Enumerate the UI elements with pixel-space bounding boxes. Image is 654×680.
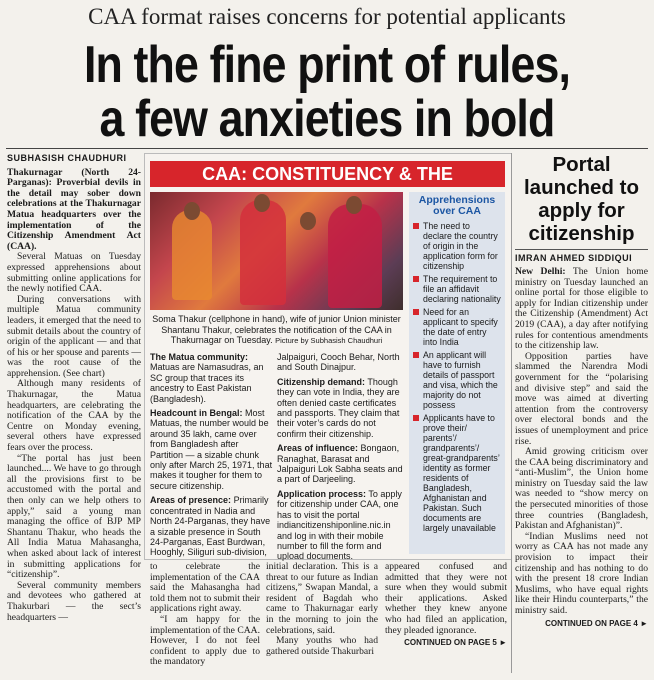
lead-paragraph: Thakurnagar (North 24-Parganas): Proverbial devils in the detail may sober down celebrations at the Thakurnagar Matua headquarters over the implementation of the Citizenship Amendment Act (CAA). [7,166,141,252]
paragraph: Although many residents of Thakurnagar, the Matua headquarters, are celebrating the notification of the CAA by the Centre on Monday evening, several others have expressed fears over the process. [7,378,141,454]
paragraph: to celebrate the implementation of the CAA said the Mahasangha had told them not to submit their applications right away. [150,561,260,615]
apprehension-item: Applicants have to prove their/ parents’/ grandparents’/ great-grandparents’ identity as former residents of Bangladesh, Afghanistan and Pakistan. Such documents are largely unavailable [413,413,501,533]
column-divider [511,153,512,673]
paragraph: “Indian Muslims need not worry as CAA has not made any provision to impact their citizenship and has nothing to do with the present 18 crore Indian Muslims, who have equal rights like their Hindu counterparts,” the ministry said. [515,530,648,616]
fact-text: Bongaon, Ranaghat, Barasat and Jalpaiguri Lok Sabha seats and a part of Darjeeling. [277,443,403,485]
paragraph: Opposition parties have slammed the Narendra Modi government for the “polarising and divisive step” and said the move was aimed at diverting attention from the controversy over electoral bonds and the issues of unemployment and price rise. [515,350,648,447]
portal-body [515,267,648,617]
caption-text: Soma Thakur (cellphone in hand), wife of junior Union minister Shantanu Thakur, celebrates the notification of the CAA in Thakurnagar on Tuesday. [152,314,401,345]
paragraph: Many youths who had gathered outside Thakurbari [266,635,378,657]
paragraph: The Union home ministry on Tuesday launched an online portal for those eligible to apply for Indian citizenship under the Citizenship (Amendment) Act 2019 (CAA), a day after notifying rules for contentious amendments to the citizenship law. [515,266,648,352]
top-divider [6,148,648,149]
paragraph: During conversations with multiple Matua community leaders, it emerged that the need to submit details about the country of origin of the applicant — and that of his or her spouse and parents — was the root cause of the apprehension. (See chart) [7,293,141,379]
portal-byline: IMRAN AHMED SIDDIQUI [515,249,648,263]
main-story-column-2 [150,562,260,668]
box-facts-column-1 [150,352,273,562]
continued-on-page-4: CONTINUED ON PAGE 4 ► [545,618,648,628]
paragraph: initial declaration. This is a threat to our future as Indian citizens,” Swapan Mandal, a resident of Bagdah who came to Thakurnagar early in the morning to join the celebrations, said. [266,561,378,636]
box-title: CAA: CONSTITUENCY & THE [150,161,505,187]
fact-heading: Citizenship demand: [277,376,366,387]
fact-text: Though they can vote in India, they are often denied caste certificates and passports. They claim that their voter’s cards do not confirm their citizenship. [277,376,400,439]
paragraph: “I am happy for the implementation of the CAA. However, I do not feel confident to apply due to the mandatory [150,613,260,668]
main-headline [46,38,608,146]
photo-credit: Picture by Subhasish Chaudhuri [275,336,383,345]
paragraph: “The portal has just been launched.... We have to go through all the provisions first to be accustomed with the portal and then only can we help others to apply,” said a young man managing the office of BJP MP Shantanu Thakur, who heads the All India Matua Mahasangha, when asked about lack of interest in submitting applications for “citizenship”. [7,452,141,581]
main-story-column-1 [7,153,141,623]
headline-line-1: In the fine print of rules, [83,36,571,94]
celebration-photo [150,192,403,310]
fact-text: Matuas are Namasudras, an SC group that traces its ancestry to East Pakistan (Bangladesh). [150,362,264,404]
box-facts-column-2 [277,352,404,566]
apprehension-item: The need to declare the country of origin in the application form for citizenship [413,221,501,271]
fact-heading: Areas of influence: [277,443,359,454]
fact-heading: The Matua community: [150,352,249,362]
fact-heading: Application process: [277,488,367,499]
fact-heading: Areas of presence: [150,495,232,506]
portal-headline: Portal launched to apply for citizenship [523,153,640,245]
paragraph: Amid growing criticism over the CAA being discriminatory and “anti-Muslim”, the Union home ministry on Tuesday said the law was needed to “show mercy on the persecuted minorities of those three countries (Bangladesh, Pakistan and Afghanistan)”. [515,446,648,532]
fact-text: Jalpaiguri, Cooch Behar, North and South Dinajpur. [277,352,400,373]
fact-text: To apply for citizenship under CAA, one has to visit the portal indiancitizenshiponline.nic.in and log in with their mobile number to fill the form and upload documents. [277,488,402,562]
continued-on-page-5: CONTINUED ON PAGE 5 ► [404,638,507,648]
portal-story [515,153,648,628]
main-story-column-3 [266,562,378,657]
fact-heading: Headcount in Bengal: [150,408,243,419]
apprehension-item: Need for an applicant to specify the date of entry into India [413,307,501,347]
apprehension-item: An applicant will have to furnish details of passport and visa, which the majority do not possess [413,350,501,410]
fact-text: Primarily concentrated in Nadia and North 24-Parganas, they have a sizable presence in South 24-Parganas, East Burdwan, Hooghly, Siliguri sub-division, [150,495,271,558]
apprehensions-title: Apprehensions over CAA [418,194,496,217]
paragraph: Several Matuas on Tuesday expressed apprehensions about submitting online applications for the newly notified CAA. [7,251,141,295]
main-story-column-4 [385,562,507,649]
apprehension-item: The requirement to file an affidavit declaring nationality [413,274,501,304]
paragraph: appeared confused and admitted that they were not sure when they would submit their applications. Asked whether they knew anyone who had filed an application, they pleaded ignorance. [385,561,507,636]
byline: SUBHASISH CHAUDHURI [7,153,127,163]
dateline: New Delhi: [515,266,566,277]
fact-text: Most Matuas, the number would be around 35 lakh, came over from Bangladesh after Partition — a sizable chunk only after March 25, 1971, that makes it tougher for them to secure citizenship. [150,408,273,491]
apprehensions-sidebar [409,192,505,554]
photo-caption [150,314,403,347]
kicker-headline: CAA format raises concerns for potential applicants [88,4,566,29]
headline-line-2: a few anxieties in bold [99,90,555,148]
paragraph: Several community members and devotees who gathered at Thakurbari — the sect’s headquarters — [7,579,141,623]
